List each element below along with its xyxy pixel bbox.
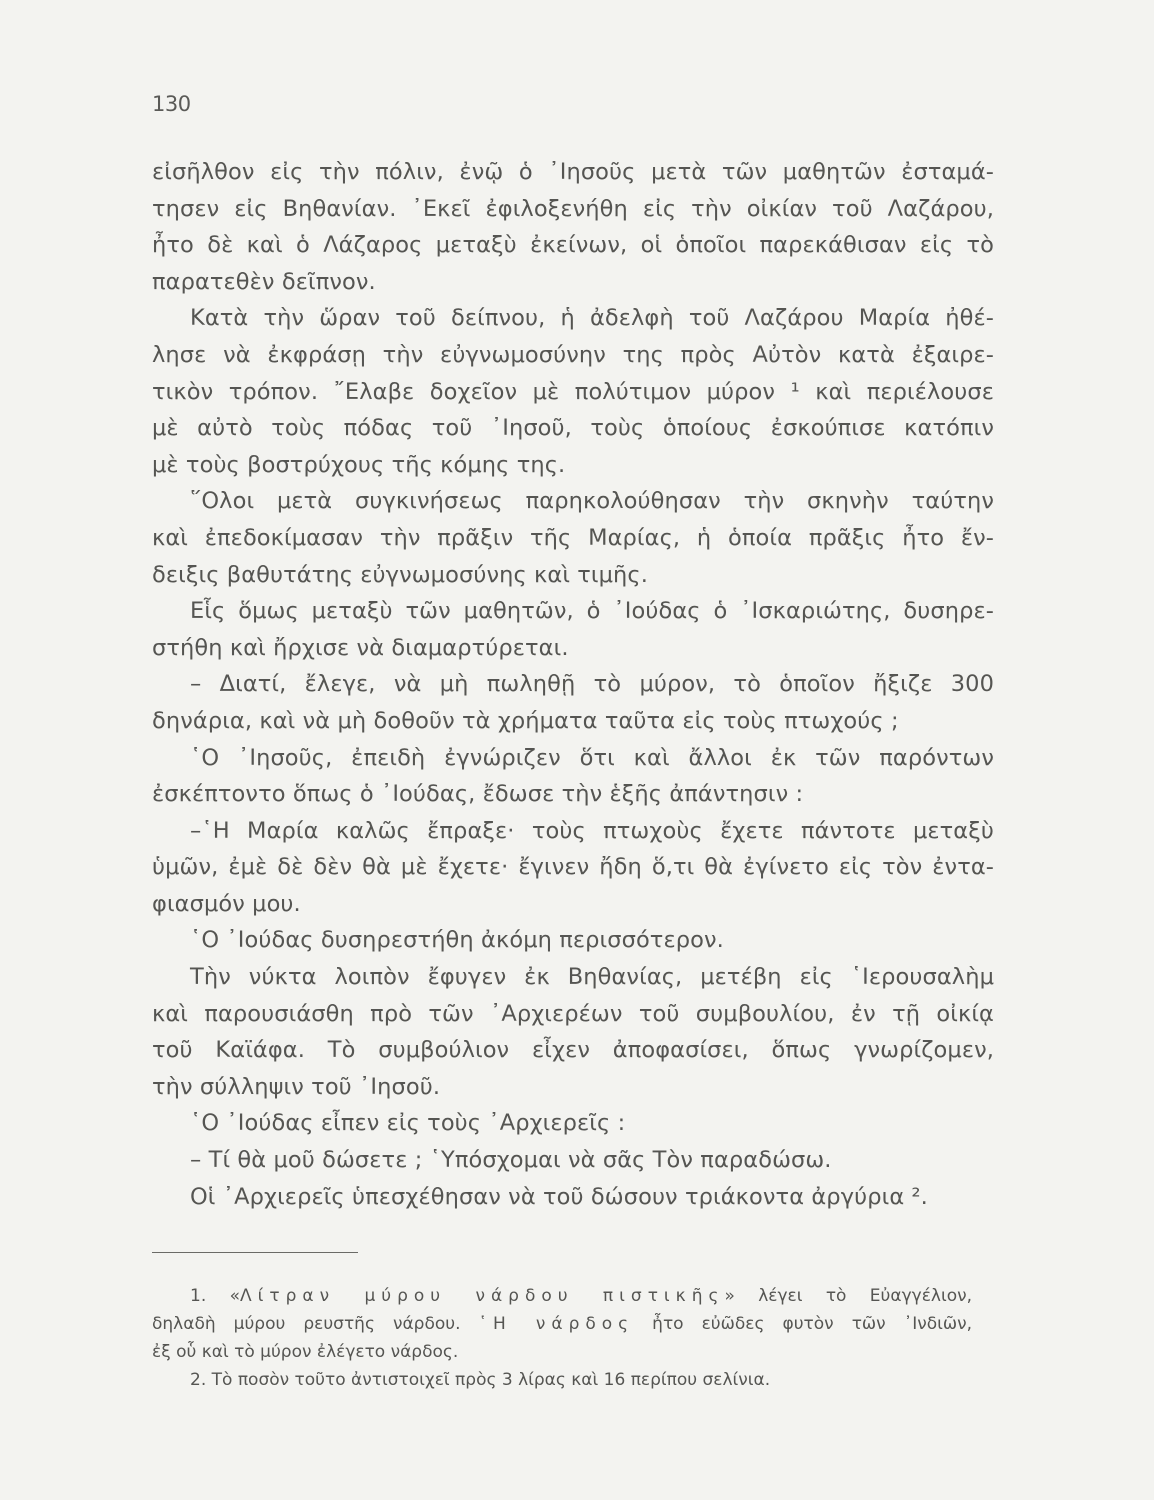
footnote-1-line-2 <box>152 1310 972 1338</box>
text-line: –῾Η Μαρία καλῶς ἔπραξε· τοὺς πτωχοὺς ἔχετε πάντοτε μεταξὺ <box>190 817 994 844</box>
text-line: ἦτο δὲ καὶ ὁ Λάζαρος μεταξὺ ἐκείνων, οἱ ὁποῖοι παρεκάθισαν εἰς τὸ <box>152 232 994 259</box>
text-line: λησε νὰ ἐκφράσῃ τὴν εὐγνωμοσύνην της πρὸς Αὐτὸν κατὰ ἐξαιρε- <box>152 341 994 368</box>
text-line: μὲ αὐτὸ τοὺς πόδας τοῦ ᾿Ιησοῦ, τοὺς ὁποίους ἐσκούπισε κατόπιν <box>152 415 994 442</box>
text-line: εἰσῆλθον εἰς τὴν πόλιν, ἐνῷ ὁ ᾿Ιησοῦς μετὰ τῶν μαθητῶν ἐσταμά- <box>152 159 994 185</box>
text-line: ῾Ο ᾿Ιούδας εἶπεν εἰς τοὺς ᾿Αρχιερεῖς : <box>190 1110 626 1137</box>
text-line: τικὸν τρόπον. ῎Ελαβε δοχεῖον μὲ πολύτιμον μύρον ¹ καὶ περιέλουσε <box>152 378 994 405</box>
text-line: τὴν σύλληψιν τοῦ ᾿Ιησοῦ. <box>152 1073 441 1100</box>
footnote-1-line-1 <box>152 1282 972 1310</box>
text-line: ῾Ο ᾿Ιούδας δυσηρεστήθη ἀκόμη περισσότερον. <box>190 927 724 954</box>
text-line: Εἷς ὅμως μεταξὺ τῶν μαθητῶν, ὁ ᾿Ιούδας ὁ ᾿Ισκαριώτης, δυσηρε- <box>190 598 994 625</box>
page-number: 130 <box>152 92 191 116</box>
text-line: Τὴν νύκτα λοιπὸν ἔφυγεν ἐκ Βηθανίας, μετέβη εἰς ῾Ιερουσαλὴμ <box>190 964 994 991</box>
quote-close: » <box>724 1286 735 1306</box>
text-line: ἐσκέπτοντο ὅπως ὁ ᾿Ιούδας, ἔδωσε τὴν ἑξῆς ἀπάντησιν : <box>152 781 804 808</box>
text-line: ῾Ο ᾿Ιησοῦς, ἐπειδὴ ἐγνώριζεν ὅτι καὶ ἄλλοι ἐκ τῶν παρόντων <box>190 744 994 771</box>
text-line: δηνάρια, καὶ νὰ μὴ δοθοῦν τὰ χρήματα ταῦτα εἰς τοὺς πτωχούς ; <box>152 707 899 734</box>
text-line: τησεν εἰς Βηθανίαν. ᾿Εκεῖ ἐφιλοξενήθη εἰς τὴν οἰκίαν τοῦ Λαζάρου, <box>152 195 994 222</box>
text-line: καὶ παρουσιάσθη πρὸ τῶν ᾿Αρχιερέων τοῦ συμβουλίου, ἐν τῇ οἰκίᾳ <box>152 1000 994 1027</box>
text-line: στήθη καὶ ἤρχισε νὰ διαμαρτύρεται. <box>152 634 569 661</box>
spaced-term: ῾Η νάρδος <box>478 1314 635 1334</box>
text-line: – Τί θὰ μοῦ δώσετε ; ῾Υπόσχομαι νὰ σᾶς Τὸν παραδώσω. <box>190 1147 832 1174</box>
text-line: φιασμόν μου. <box>152 890 301 917</box>
footnote-text: ἦτο εὐῶδες φυτὸν τῶν ᾿Ινδιῶν, <box>634 1314 972 1334</box>
text-line: μὲ τοὺς βοστρύχους τῆς κόμης της. <box>152 451 566 478</box>
footnote-1-line-3: ἐξ οὗ καὶ τὸ μύρον ἐλέγετο νάρδος. <box>152 1342 459 1362</box>
text-line: Κατὰ τὴν ὥραν τοῦ δείπνου, ἡ ἀδελφὴ τοῦ Λαζάρου Μαρία ἠθέ- <box>190 305 994 332</box>
text-line: καὶ ἐπεδοκίμασαν τὴν πρᾶξιν τῆς Μαρίας, ἡ ὁποία πρᾶξις ἦτο ἔν- <box>152 524 994 551</box>
text-line: δειξις βαθυτάτης εὐγνωμοσύνης καὶ τιμῆς. <box>152 561 648 588</box>
quote-open: « <box>229 1286 240 1306</box>
text-line: τοῦ Καϊάφα. Τὸ συμβούλιον εἶχεν ἀποφασίσει, ὅπως γνωρίζομεν, <box>152 1037 994 1064</box>
text-line: – Διατί, ἔλεγε, νὰ μὴ πωληθῇ τὸ μύρον, τὸ ὁποῖον ἤξιζε 300 <box>190 671 994 698</box>
spaced-quote: Λίτραν μύρου νάρδου πιστικῆς <box>239 1286 725 1306</box>
text-line: Οἱ ᾿Αρχιερεῖς ὑπεσχέθησαν νὰ τοῦ δώσουν τριάκοντα ἀργύρια ². <box>190 1183 928 1210</box>
footnotes <box>152 1282 972 1394</box>
text-line: ῞Ολοι μετὰ συγκινήσεως παρηκολούθησαν τὴν σκηνὴν ταύτην <box>190 488 994 515</box>
footnote-2: 2. Τὸ ποσὸν τοῦτο ἀντιστοιχεῖ πρὸς 3 λίρας καὶ 16 περίπου σελίνια. <box>190 1370 771 1390</box>
footnote-separator <box>152 1252 358 1253</box>
footnote-text: λέγει τὸ Εὐαγγέλιον, <box>734 1286 973 1306</box>
footnote-text: δηλαδὴ μύρου ρευστῆς νάρδου. <box>152 1314 479 1334</box>
body-text <box>152 154 994 1215</box>
text-line: παρατεθὲν δεῖπνον. <box>152 268 376 295</box>
text-line: ὑμῶν, ἐμὲ δὲ δὲν θὰ μὲ ἔχετε· ἔγινεν ἤδη ὅ,τι θὰ ἐγίνετο εἰς τὸν ἐντα- <box>152 854 994 881</box>
footnote-number: 1. <box>190 1286 207 1306</box>
